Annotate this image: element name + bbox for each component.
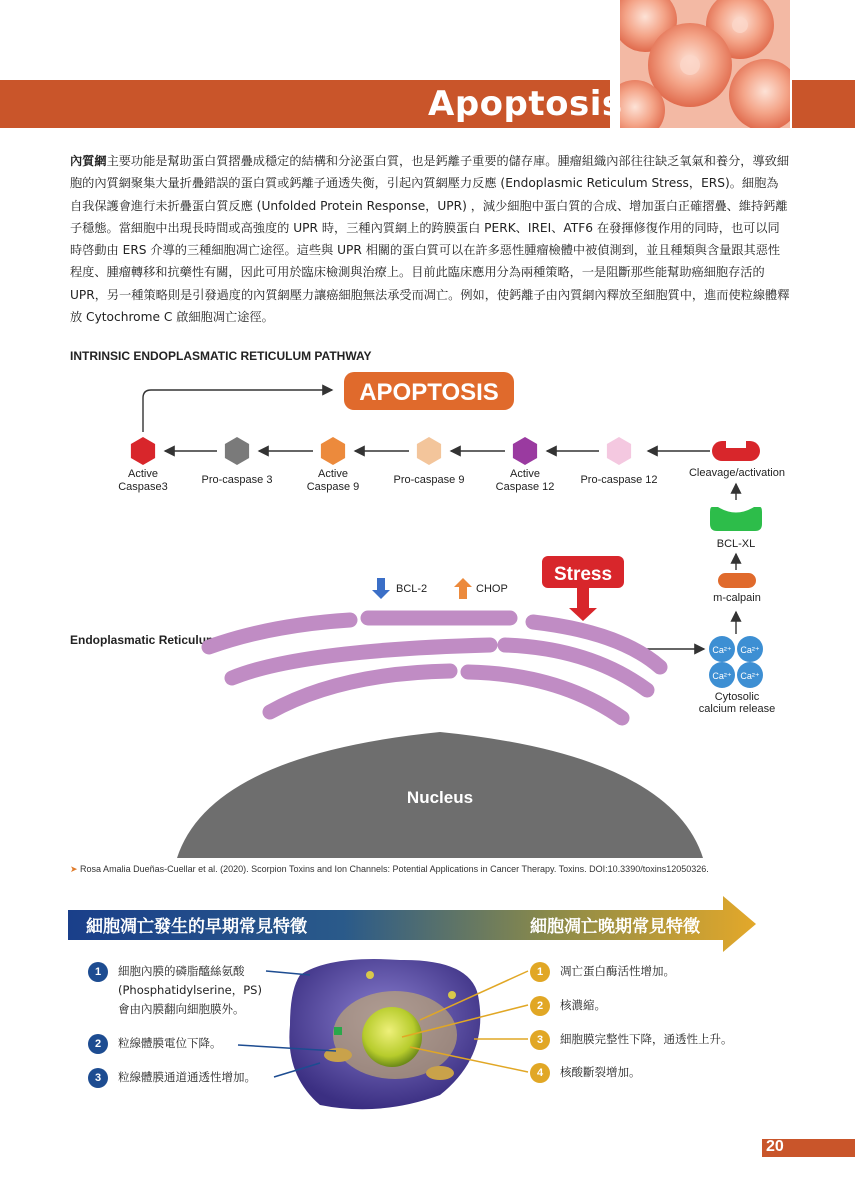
number-badge: 3 <box>88 1068 108 1088</box>
header-bar-right <box>792 80 855 128</box>
caspase-label: Active <box>510 468 540 480</box>
calcium-label-line1: Cytosolic <box>714 691 760 703</box>
caspase-label-line2: Caspase3 <box>118 481 168 493</box>
feature-text: 核酸斷裂增加。 <box>560 1065 641 1079</box>
cleavage-label: Cleavage/activation <box>688 467 786 479</box>
caspase-hexagon <box>607 437 631 465</box>
caspase-hexagon <box>417 437 441 465</box>
diagram-title: INTRINSIC ENDOPLASMATIC RETICULUM PATHWAY <box>70 349 372 363</box>
nucleus-label: Nucleus <box>406 788 474 807</box>
calcium-ion-label: Ca²⁺ <box>740 671 760 681</box>
bclxl-label: BCL-XL <box>716 538 756 550</box>
caspase-hexagon <box>131 437 155 465</box>
organelle <box>334 1027 342 1035</box>
calcium-ion-label: Ca²⁺ <box>712 671 732 681</box>
number-badge: 2 <box>88 1034 108 1054</box>
caspase-label-line2: Caspase 12 <box>495 481 555 493</box>
caspase-label: Pro-caspase 3 <box>201 474 273 486</box>
m-calpain-label: m-calpain <box>713 592 761 604</box>
late-features-title: 細胞凋亡晚期常見特徵 <box>530 917 700 937</box>
reference-bullet-icon: ➤ <box>70 864 81 874</box>
apoptosis-label: APOPTOSIS <box>359 379 499 406</box>
mitochondrion <box>426 1066 454 1080</box>
caspase-label: Active <box>128 468 158 480</box>
caspase-label: Active <box>318 468 348 480</box>
feature-text-line: 細胞內膜的磷脂醯絲氨酸 <box>118 964 245 978</box>
er-membrane <box>270 671 450 712</box>
er-membranes <box>209 618 660 718</box>
calcium-label-line2: calcium release <box>698 703 776 715</box>
early-features-title: 細胞凋亡發生的早期常見特徵 <box>86 917 307 937</box>
caspase-label: Pro-caspase 9 <box>393 474 465 486</box>
caspase-hexagon <box>225 437 249 465</box>
reference-text: Rosa Amalia Dueñas-Cuellar et al. (2020). Scorpion Toxins and Ion Channels: Potential Applications in Cancer Therapy. Toxins. DOI:10.3390/toxins12050326. <box>80 864 709 874</box>
calcium-cluster <box>709 636 763 688</box>
cell-nucleus <box>362 1007 422 1067</box>
vesicle <box>448 991 456 999</box>
feature-text-line: (Phosphatidylserine，PS) <box>118 983 262 997</box>
page-title: Apoptosis <box>428 84 623 124</box>
stress-label: Stress <box>553 564 613 585</box>
er-membrane <box>468 672 622 718</box>
page-number-bar <box>762 1139 855 1157</box>
caspase-hexagon <box>513 437 537 465</box>
feature-text: 細胞膜完整性下降，通透性上升。 <box>560 1032 733 1046</box>
caspase-hexagon <box>321 437 345 465</box>
number-badge: 4 <box>530 1063 550 1083</box>
feature-text: 粒線體膜電位下降。 <box>118 1036 222 1050</box>
feature-text: 核濃縮。 <box>560 998 606 1012</box>
reference <box>70 864 709 875</box>
caspase-row <box>118 437 657 493</box>
er-membrane <box>209 620 350 647</box>
calcium-ion-label: Ca²⁺ <box>740 645 760 655</box>
number-badge: 2 <box>530 996 550 1016</box>
page-number: 20 <box>766 1138 784 1155</box>
chop-label: CHOP <box>476 583 508 595</box>
feature-text-line: 會由內膜翻向細胞膜外。 <box>118 1002 245 1016</box>
bcl2-label: BCL-2 <box>396 583 428 595</box>
caspase-label: Pro-caspase 12 <box>580 474 658 486</box>
feature-text: 粒線體膜通道通透性增加。 <box>118 1070 256 1084</box>
vesicle <box>366 971 374 979</box>
intro-paragraph <box>70 150 790 328</box>
arrow-to-apoptosis <box>143 390 332 432</box>
stress-arrow <box>569 588 597 621</box>
chop-up-arrow <box>454 578 472 599</box>
er-label: Endoplasmatic Reticulum <box>70 633 217 647</box>
cleavage-notch <box>726 441 746 448</box>
number-badge: 3 <box>530 1030 550 1050</box>
calcium-ion-label: Ca²⁺ <box>712 645 732 655</box>
number-badge: 1 <box>88 962 108 982</box>
bcl2-down-arrow <box>372 578 390 599</box>
lead-term: 內質網 <box>70 154 107 168</box>
bclxl-protein <box>710 507 762 531</box>
m-calpain-protein <box>718 573 756 588</box>
cell-illustration <box>620 0 790 128</box>
er-pathway-diagram <box>0 340 855 860</box>
number-badge: 1 <box>530 962 550 982</box>
feature-text: 凋亡蛋白酶活性增加。 <box>560 964 675 978</box>
caspase-label-line2: Caspase 9 <box>306 481 360 493</box>
paragraph-text: 主要功能是幫助蛋白質摺疊成穩定的結構和分泌蛋白質，也是鈣離子重要的儲存庫。腫瘤組織內部往往缺乏氧氣和養分，導致細胞的內質網聚集大量折疊錯誤的蛋白質或鈣離子通透失衡，引起內質網壓力反應 (Endoplasmic Reticulum Stress，ERS)。細胞為自我保護會進行未折疊蛋白質反應 (Unfolded Protein Response，UPR) ，減少細胞中蛋白質的合成、增加蛋白正確摺疊、維持鈣離子穩態。當細胞中出現長時間或高強度的 UPR 時，三種內質網上的跨膜蛋白 PERK、IREI、ATF6 在發揮修復作用的同時，也可以同時啓動由 ERS 介導的三種細胞凋亡途徑。這些與 UPR 相關的蛋白質可以在許多惡性腫瘤檢體中被偵測到，並且種類與含量跟其惡性程度、腫瘤轉移和抗藥性有關，因此可用於臨床檢測與治療上。目前此臨床應用分為兩種策略，一是阻斷那些能幫助癌細胞存活的 UPR，另一種策略則是引發過度的內質網壓力讓癌細胞無法承受而凋亡。例如，使鈣離子由內質網內釋放至細胞質中，進而使粒線體釋放 Cytochrome C 啟細胞凋亡途徑。 <box>70 154 790 325</box>
